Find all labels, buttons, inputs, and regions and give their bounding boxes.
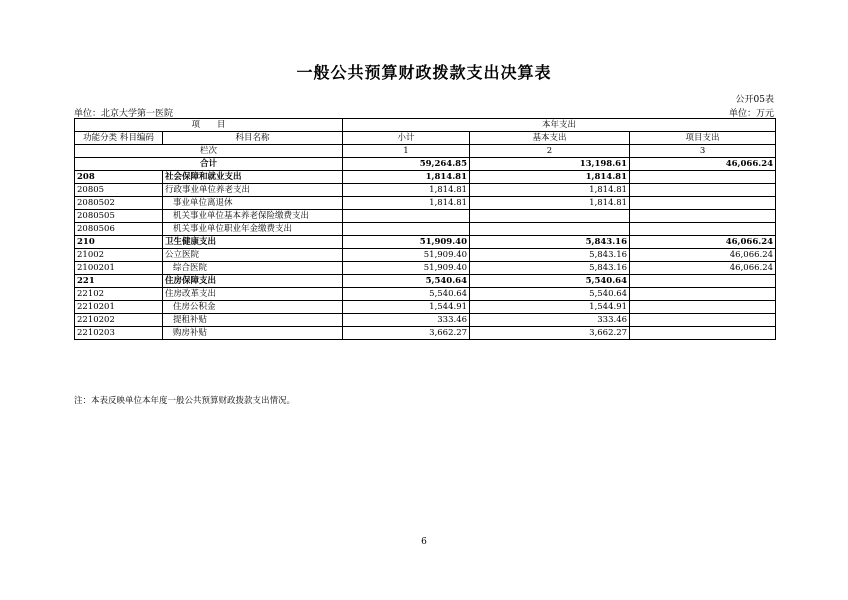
current-year-header: 本年支出 <box>343 119 776 132</box>
table-row <box>75 171 776 184</box>
row-name: 社会保障和就业支出 <box>163 171 343 184</box>
row-basic <box>470 210 630 223</box>
row-basic: 333.46 <box>470 314 630 327</box>
row-code: 20805 <box>75 184 163 197</box>
row-project <box>630 223 776 236</box>
row-subtotal: 333.46 <box>343 314 470 327</box>
row-subtotal: 1,544.91 <box>343 301 470 314</box>
row-code: 210 <box>75 236 163 249</box>
row-basic: 5,540.64 <box>470 288 630 301</box>
row-name: 行政事业单位养老支出 <box>163 184 343 197</box>
table-row <box>75 288 776 301</box>
row-name: 购房补贴 <box>163 327 343 340</box>
row-subtotal: 3,662.27 <box>343 327 470 340</box>
row-code: 2210201 <box>75 301 163 314</box>
table-row <box>75 223 776 236</box>
row-code: 208 <box>75 171 163 184</box>
row-subtotal: 1,814.81 <box>343 184 470 197</box>
project-header: 项目支出 <box>630 132 776 145</box>
table-row <box>75 197 776 210</box>
basic-header: 基本支出 <box>470 132 630 145</box>
row-name: 公立医院 <box>163 249 343 262</box>
row-code: 2080506 <box>75 223 163 236</box>
row-project <box>630 275 776 288</box>
total-row <box>75 158 776 171</box>
row-basic: 1,544.91 <box>470 301 630 314</box>
footnote: 注：本表反映单位本年度一般公共预算财政拨款支出情况。 <box>74 396 296 406</box>
row-code: 2080505 <box>75 210 163 223</box>
currency-unit: 单位：万元 <box>728 109 774 119</box>
row-basic: 5,843.16 <box>470 262 630 275</box>
row-code: 22102 <box>75 288 163 301</box>
row-project <box>630 171 776 184</box>
row-subtotal: 5,540.64 <box>343 288 470 301</box>
row-subtotal: 51,909.40 <box>343 249 470 262</box>
table-row <box>75 210 776 223</box>
row-project <box>630 210 776 223</box>
row-basic: 1,814.81 <box>470 197 630 210</box>
total-label: 合计 <box>75 158 343 171</box>
line-label: 栏次 <box>75 145 343 158</box>
line-number-row <box>75 145 776 158</box>
table-row <box>75 262 776 275</box>
total-basic: 13,198.61 <box>470 158 630 171</box>
row-project: 46,066.24 <box>630 249 776 262</box>
total-project: 46,066.24 <box>630 158 776 171</box>
row-name: 机关事业单位基本养老保险缴费支出 <box>163 210 343 223</box>
total-subtotal: 59,264.85 <box>343 158 470 171</box>
row-basic <box>470 223 630 236</box>
page-title: 一般公共预算财政拨款支出决算表 <box>296 63 552 82</box>
table-row <box>75 184 776 197</box>
subtotal-header: 小计 <box>343 132 470 145</box>
header-row-top <box>75 119 776 132</box>
row-code: 2100201 <box>75 262 163 275</box>
header-row-columns <box>75 132 776 145</box>
form-number: 公开05表 <box>735 95 774 105</box>
row-subtotal: 1,814.81 <box>343 197 470 210</box>
row-basic: 5,843.16 <box>470 249 630 262</box>
row-basic: 1,814.81 <box>470 184 630 197</box>
row-basic: 5,843.16 <box>470 236 630 249</box>
row-subtotal <box>343 210 470 223</box>
table-row <box>75 301 776 314</box>
row-name: 住房保障支出 <box>163 275 343 288</box>
row-project <box>630 314 776 327</box>
table-row <box>75 327 776 340</box>
row-subtotal: 1,814.81 <box>343 171 470 184</box>
row-code: 21002 <box>75 249 163 262</box>
row-project <box>630 288 776 301</box>
row-name: 住房公积金 <box>163 301 343 314</box>
row-name: 住房改革支出 <box>163 288 343 301</box>
table-row <box>75 275 776 288</box>
table-row <box>75 249 776 262</box>
line-number: 1 <box>343 145 470 158</box>
row-project: 46,066.24 <box>630 236 776 249</box>
row-code: 2210202 <box>75 314 163 327</box>
table-row <box>75 236 776 249</box>
row-subtotal: 51,909.40 <box>343 262 470 275</box>
row-code: 221 <box>75 275 163 288</box>
page-number: 6 <box>421 537 427 547</box>
unit-name: 单位：北京大学第一医院 <box>74 109 174 119</box>
name-header: 科目名称 <box>163 132 343 145</box>
row-subtotal <box>343 223 470 236</box>
row-basic: 3,662.27 <box>470 327 630 340</box>
row-project: 46,066.24 <box>630 262 776 275</box>
row-code: 2210203 <box>75 327 163 340</box>
row-basic: 1,814.81 <box>470 171 630 184</box>
row-subtotal: 5,540.64 <box>343 275 470 288</box>
table-row <box>75 314 776 327</box>
row-project <box>630 327 776 340</box>
line-number: 2 <box>470 145 630 158</box>
row-project <box>630 184 776 197</box>
row-project <box>630 301 776 314</box>
row-name: 综合医院 <box>163 262 343 275</box>
row-basic: 5,540.64 <box>470 275 630 288</box>
row-name: 机关事业单位职业年金缴费支出 <box>163 223 343 236</box>
line-number: 3 <box>630 145 776 158</box>
item-header: 项 目 <box>75 119 343 132</box>
expenditure-table <box>74 118 776 340</box>
row-name: 卫生健康支出 <box>163 236 343 249</box>
row-name: 提租补贴 <box>163 314 343 327</box>
row-code: 2080502 <box>75 197 163 210</box>
row-subtotal: 51,909.40 <box>343 236 470 249</box>
code-header: 功能分类 科目编码 <box>75 132 163 145</box>
row-project <box>630 197 776 210</box>
row-name: 事业单位离退休 <box>163 197 343 210</box>
